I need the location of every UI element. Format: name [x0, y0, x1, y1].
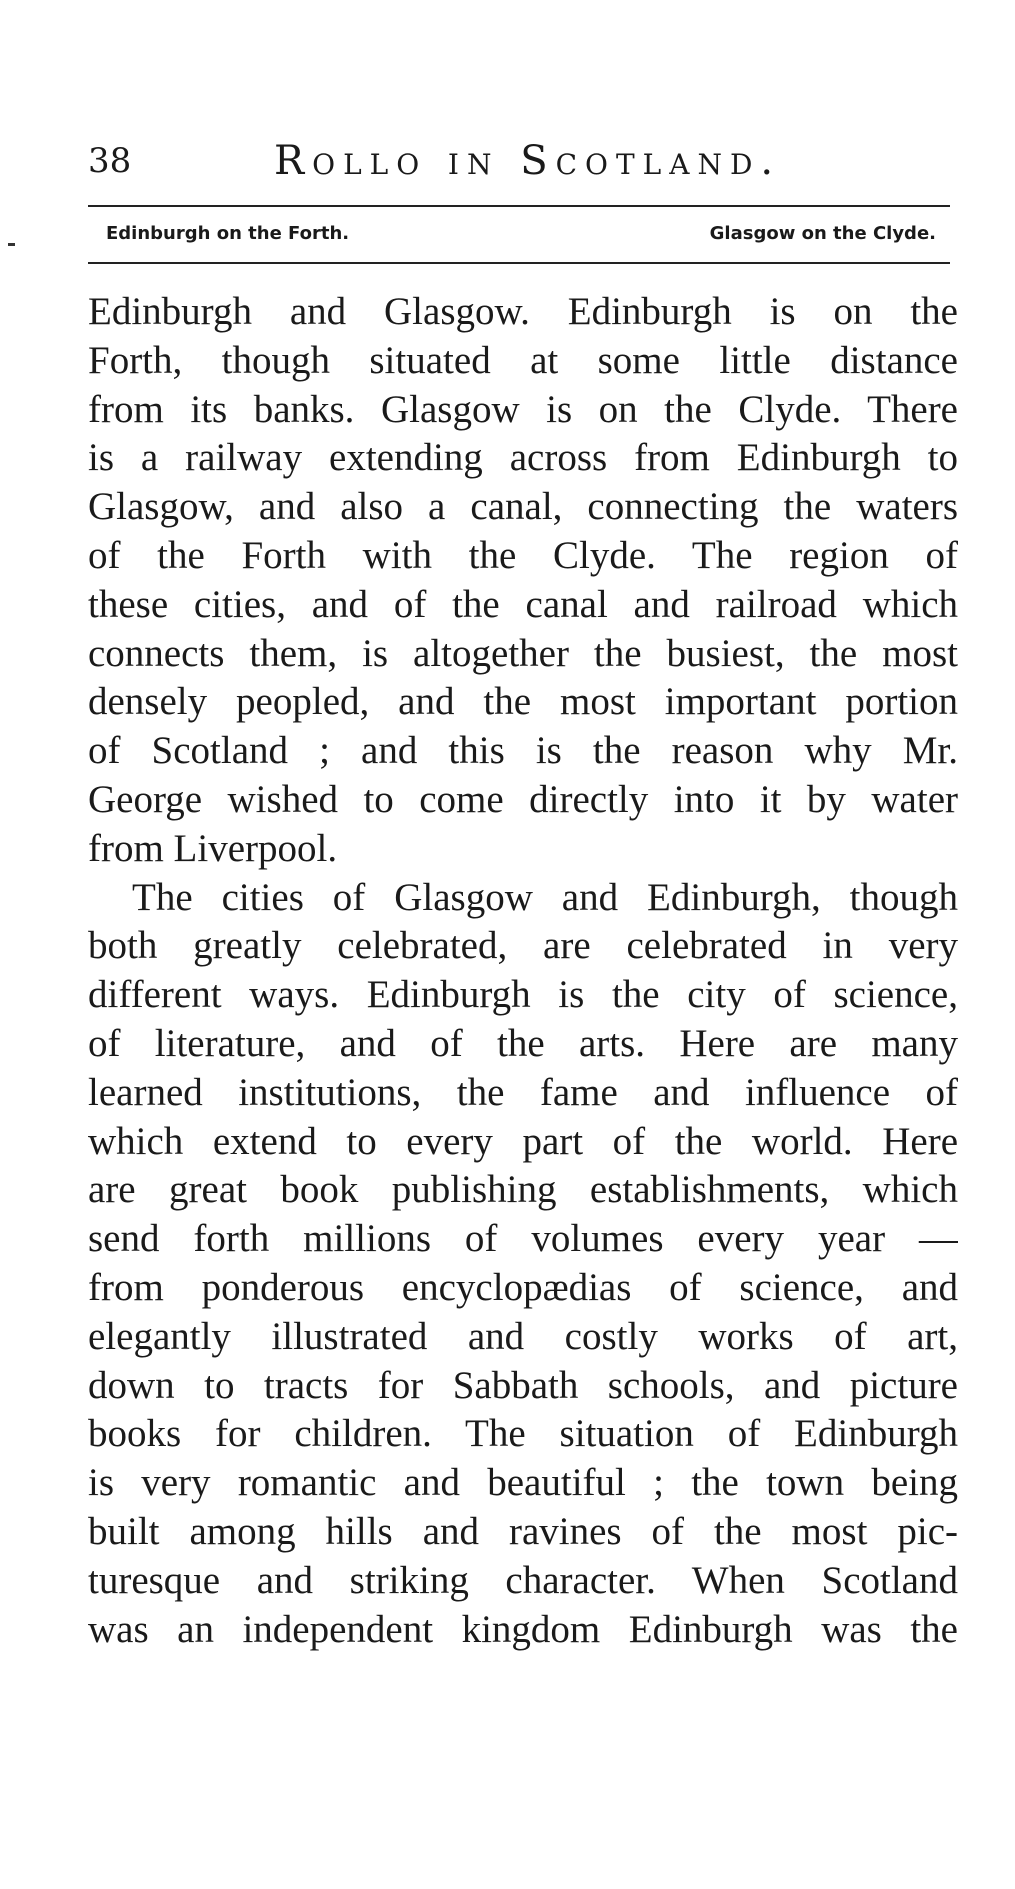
- text-line: densely peopled, and the most important portion: [88, 680, 958, 724]
- paragraph-2: [88, 874, 958, 1655]
- marginal-heads: [106, 214, 936, 254]
- text-line: built among hills and ravines of the most pic-: [88, 1509, 958, 1553]
- text-line: Edinburgh and Glasgow. Edinburgh is on the: [88, 290, 958, 333]
- text-line: elegantly illustrated and costly works of art,: [88, 1314, 958, 1358]
- text-line: are great book publishing establishments, which: [88, 1168, 958, 1212]
- text-line: different ways. Edinburgh is the city of science,: [88, 973, 958, 1017]
- marginal-head-right: Glasgow on the Clyde.: [709, 223, 936, 244]
- text-line: is a railway extending across from Edinburgh to: [88, 436, 958, 480]
- text-line: learned institutions, the fame and influence of: [88, 1070, 958, 1114]
- text-line: of the Forth with the Clyde. The region of: [88, 533, 958, 577]
- header-rule-top: [88, 205, 950, 207]
- header-rule-bottom: [88, 262, 950, 264]
- text-line: books for children. The situation of Edinburgh: [88, 1412, 958, 1456]
- text-line: was an independent kingdom Edinburgh was the: [88, 1607, 958, 1651]
- page-number: 38: [88, 141, 132, 181]
- text-line: The cities of Glasgow and Edinburgh, though: [132, 875, 958, 919]
- body-text: [88, 288, 958, 1654]
- text-line: of literature, and of the arts. Here are many: [88, 1021, 958, 1065]
- margin-mark: [8, 243, 15, 246]
- text-line: Forth, though situated at some little distance: [88, 338, 958, 382]
- text-line: down to tracts for Sabbath schools, and picture: [88, 1363, 958, 1407]
- marginal-head-left: Edinburgh on the Forth.: [106, 223, 350, 244]
- text-line: from ponderous encyclopædias of science, and: [88, 1265, 958, 1309]
- text-line: from Liverpool.: [88, 826, 338, 870]
- text-line: of Scotland ; and this is the reason why Mr.: [88, 729, 958, 773]
- text-line: send forth millions of volumes every year —: [88, 1217, 958, 1261]
- text-line: which extend to every part of the world. Here: [88, 1119, 958, 1163]
- text-line: these cities, and of the canal and railroad which: [88, 582, 958, 626]
- text-line: turesque and striking character. When Scotland: [88, 1558, 958, 1602]
- text-line: from its banks. Glasgow is on the Clyde. There: [88, 387, 958, 431]
- book-title: Rollo in Scotland.: [274, 138, 782, 184]
- text-line: is very romantic and beautiful ; the town being: [88, 1461, 958, 1505]
- paragraph-1: [88, 288, 958, 874]
- text-line: Glasgow, and also a canal, connecting the waters: [88, 485, 958, 529]
- text-line: both greatly celebrated, are celebrated in very: [88, 924, 958, 968]
- running-head: [88, 136, 950, 186]
- text-line: George wished to come directly into it by water: [88, 777, 958, 821]
- text-line: connects them, is altogether the busiest, the most: [88, 631, 958, 675]
